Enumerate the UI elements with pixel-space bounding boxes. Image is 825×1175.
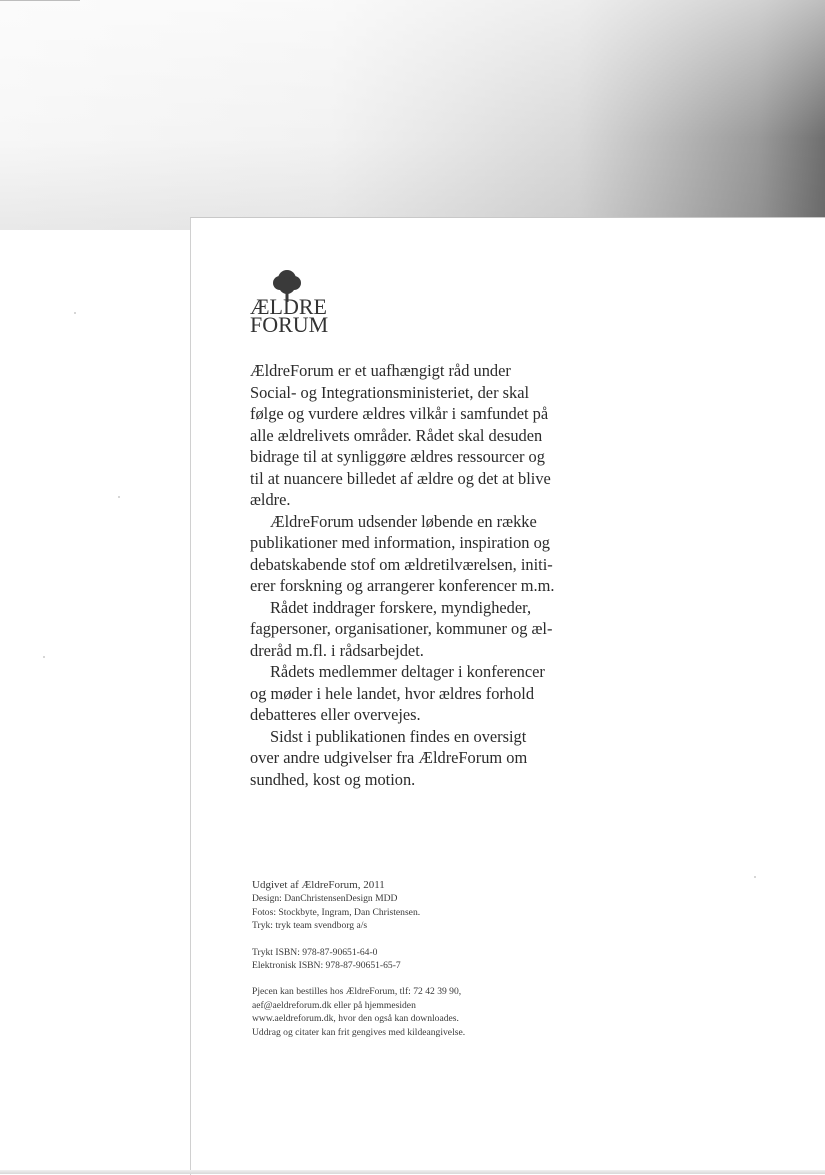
aeldreforum-logo	[250, 268, 360, 337]
photos-line: Fotos: Stockbyte, Ingram, Dan Christensen.	[252, 906, 421, 918]
isbn-print: Trykt ISBN: 978-87-90651-64-0	[252, 946, 378, 958]
body-text	[250, 360, 555, 790]
order-line: www.aeldreforum.dk, hvor den også kan downloades.	[252, 1013, 459, 1025]
isbn-group	[252, 946, 552, 973]
scan-speck	[118, 496, 120, 498]
logo-text-line2: FORUM	[250, 312, 329, 337]
print-line: Tryk: tryk team svendborg a/s	[252, 920, 368, 932]
paragraph: Sidst i publikationen findes en oversigt over andre udgivelser fra ÆldreForum om sundhed, kost og motion.	[250, 726, 528, 789]
paragraph: Rådet inddrager forskere, myndigheder, fagpersoner, organisationer, kommuner og ældreråd m.fl. i rådsarbejdet.	[250, 597, 553, 660]
order-line: aef@aeldreforum.dk eller på hjemmesiden	[252, 999, 416, 1011]
isbn-electronic: Elektronisk ISBN: 978-87-90651-65-7	[252, 960, 401, 972]
scan-edge-line	[0, 0, 80, 1]
paragraph: ÆldreForum udsender løbende en række publikationer med information, inspiration og debatskabende stof om ældretilværelsen, initierer forskning og arrangerer konferencer m.m.	[250, 511, 555, 595]
paragraph: ÆldreForum er et uafhængigt råd under Social- og Integrationsministeriet, der skal følge og vurdere ældres vilkår i samfundet på alle ældrelivets områder. Rådet skal desuden bidrage til at synliggøre ældres ressourcer og til at nuancere billedet af ældre og det at blive ældre.	[250, 361, 551, 509]
credits-group	[252, 879, 552, 933]
scan-shadow	[0, 0, 825, 230]
scan-speck	[74, 312, 76, 314]
colophon	[252, 879, 552, 1052]
order-group	[252, 985, 552, 1039]
publisher-line: Udgivet af ÆldreForum, 2011	[252, 879, 385, 891]
design-line: Design: DanChristensenDesign MDD	[252, 893, 398, 905]
logo-text-line1: ÆLDRE	[250, 294, 327, 319]
order-line: Pjecen kan bestilles hos ÆldreForum, tlf: 72 42 39 90,	[252, 986, 462, 998]
page-bottom-edge	[0, 1170, 825, 1174]
paragraph: Rådets medlemmer deltager i konferencer og møder i hele landet, hvor ældres forhold debatteres eller overvejes.	[250, 662, 545, 724]
scan-speck	[43, 656, 45, 658]
scan-speck	[754, 876, 756, 878]
order-line: Uddrag og citater kan frit gengives med kildeangivelse.	[252, 1026, 466, 1038]
